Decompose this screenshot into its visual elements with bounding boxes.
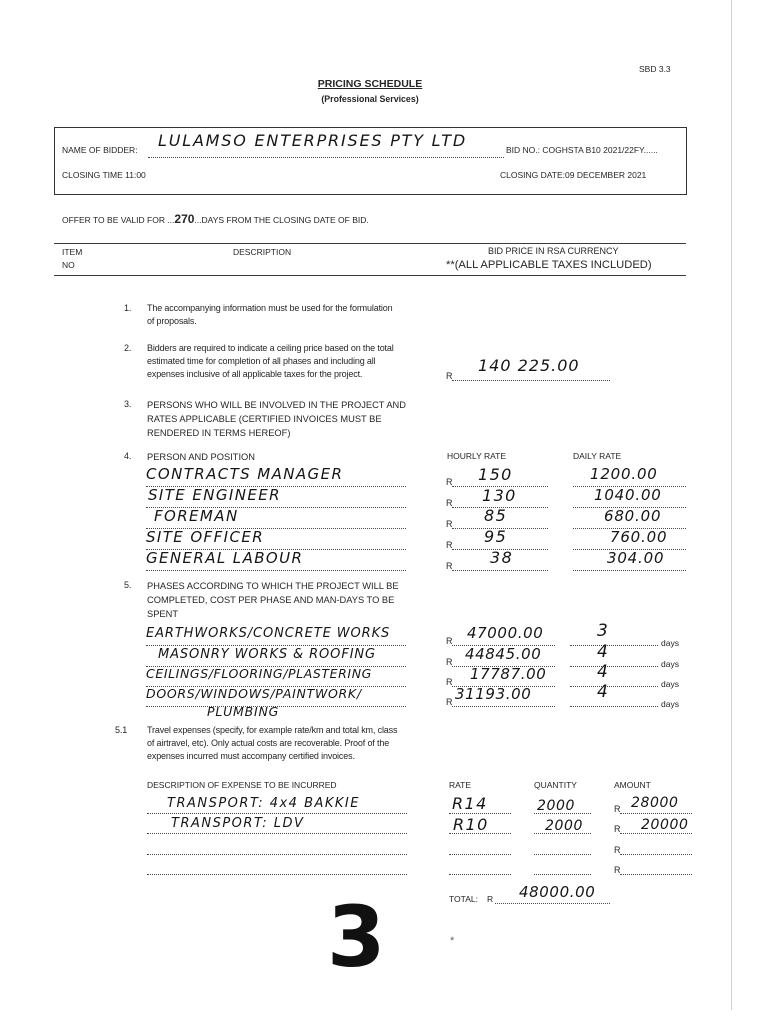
hourly-rate-header: HOURLY RATE — [447, 451, 507, 461]
item-text — [147, 342, 394, 381]
phase-days: 4 — [597, 642, 610, 662]
dotted-leader — [452, 570, 548, 571]
currency-label: R — [446, 498, 453, 508]
phase-name: DOORS/WINDOWS/PAINTWORK/ — [146, 686, 362, 701]
currency-label: R — [446, 697, 453, 707]
currency-label: R — [614, 865, 621, 875]
handwritten-page-number: 3 — [327, 888, 386, 986]
daily-rate-value: 680.00 — [604, 507, 662, 525]
hourly-rate-value: 95 — [484, 527, 508, 546]
hourly-rate-value: 130 — [482, 486, 517, 505]
days-unit-label: days — [661, 638, 679, 648]
dotted-leader — [534, 854, 591, 855]
expense-amount: 20000 — [641, 817, 689, 833]
item-text-line: COMPLETED, COST PER PHASE AND MAN-DAYS TO BE — [147, 595, 395, 605]
dotted-leader — [147, 874, 407, 875]
currency-label: R — [614, 804, 621, 814]
phase-days: 4 — [597, 662, 610, 682]
item-number: 3. — [124, 399, 132, 409]
dotted-leader — [147, 813, 407, 814]
item-text-line: PERSON AND POSITION — [147, 452, 255, 462]
days-unit-label: days — [661, 699, 679, 709]
header-item: ITEM — [62, 247, 83, 257]
dotted-leader — [148, 157, 504, 158]
item-text-line: RENDERED IN TERMS HEREOF) — [147, 428, 291, 438]
days-unit-label: days — [661, 659, 679, 669]
item-text-line: expenses inclusive of all applicable taxes for the project. — [147, 369, 363, 379]
item-number: 2. — [124, 343, 132, 353]
dotted-leader — [620, 833, 692, 834]
item-text — [147, 724, 397, 763]
expense-description-header: DESCRIPTION OF EXPENSE TO BE INCURRED — [147, 780, 337, 790]
validity-suffix: ...DAYS FROM THE CLOSING DATE OF BID. — [194, 215, 369, 225]
phase-cost: 17787.00 — [470, 665, 547, 683]
expense-quantity: 2000 — [537, 798, 576, 814]
days-unit-label: days — [661, 679, 679, 689]
hourly-rate-value: 150 — [478, 465, 513, 484]
person-position: CONTRACTS MANAGER — [146, 465, 344, 483]
hourly-rate-value: 38 — [490, 548, 514, 567]
item-text-line: expenses incurred must accompany certified invoices. — [147, 751, 355, 761]
header-taxes-note: **(ALL APPLICABLE TAXES INCLUDED) — [446, 259, 652, 271]
currency-label: R — [446, 636, 453, 646]
item-number: 5. — [124, 580, 132, 590]
expense-quantity: 2000 — [545, 818, 584, 834]
currency-label: R — [446, 657, 453, 667]
currency-label: R — [446, 561, 453, 571]
item-text-line: PHASES ACCORDING TO WHICH THE PROJECT WILL BE — [147, 581, 399, 591]
item-text — [147, 302, 392, 328]
validity-days: 270 — [174, 212, 195, 226]
bid-number: BID NO.: COGHSTA B10 2021/22FY...... — [506, 145, 658, 155]
expense-amount: 28000 — [631, 795, 679, 811]
ceiling-price-value: 140 225.00 — [478, 356, 580, 375]
dotted-leader — [570, 645, 658, 646]
page-edge-line — [731, 0, 732, 1010]
dotted-leader — [620, 813, 692, 814]
item-text-line: SPENT — [147, 609, 178, 619]
item-text-line: estimated time for completion of all phases and including all — [147, 356, 376, 366]
person-position: GENERAL LABOUR — [146, 549, 304, 567]
item-text-line: Travel expenses (specify, for example rate/km and total km, class — [147, 725, 398, 735]
item-text-line: of airtravel, etc). Only actual costs are recoverable. Proof of the — [147, 738, 390, 748]
daily-rate-value: 304.00 — [607, 549, 665, 567]
phase-name: EARTHWORKS/CONCRETE WORKS — [146, 626, 391, 641]
daily-rate-value: 1200.00 — [590, 465, 658, 483]
dotted-leader — [620, 854, 692, 855]
dotted-leader — [495, 903, 610, 904]
item-text — [147, 579, 399, 621]
dotted-leader — [147, 854, 407, 855]
expense-rate: R10 — [453, 815, 489, 834]
expense-rate: R14 — [452, 794, 488, 813]
dotted-leader — [570, 666, 658, 667]
item-text-line: RATES APPLICABLE (CERTIFIED INVOICES MUST BE — [147, 414, 382, 424]
phase-cost: 47000.00 — [467, 624, 544, 642]
header-bid-price: BID PRICE IN RSA CURRENCY — [488, 246, 619, 256]
validity-prefix: OFFER TO BE VALID FOR ... — [62, 215, 175, 225]
total-amount: 48000.00 — [519, 883, 596, 901]
currency-label: R — [614, 824, 621, 834]
header-no: NO — [62, 260, 75, 270]
closing-time: CLOSING TIME 11:00 — [62, 170, 146, 180]
form-code: SBD 3.3 — [639, 64, 671, 74]
item-text — [147, 398, 406, 440]
dotted-leader — [449, 813, 511, 814]
expense-description: TRANSPORT: LDV — [171, 816, 305, 831]
phase-name: MASONRY WORKS & ROOFING — [158, 647, 377, 662]
expense-amount-header: AMOUNT — [614, 780, 651, 790]
phase-cost: 44845.00 — [465, 645, 542, 663]
phase-name: CEILINGS/FLOORING/PLASTERING — [146, 666, 372, 681]
dotted-leader — [573, 570, 686, 571]
dotted-leader — [146, 645, 406, 646]
currency-label: R — [446, 677, 453, 687]
dotted-leader — [452, 380, 610, 381]
bidder-name-value: LULAMSO ENTERPRISES PTY LTD — [158, 131, 467, 150]
margin-mark: * — [450, 935, 455, 947]
item-text-line: PERSONS WHO WILL BE INVOLVED IN THE PROJECT AND — [147, 400, 406, 410]
currency-label: R — [614, 845, 621, 855]
daily-rate-header: DAILY RATE — [573, 451, 622, 461]
person-position: FOREMAN — [154, 507, 239, 525]
dotted-leader — [449, 854, 511, 855]
daily-rate-value: 760.00 — [610, 528, 668, 546]
expense-quantity-header: QUANTITY — [534, 780, 577, 790]
dotted-leader — [147, 833, 407, 834]
item-number: 4. — [124, 451, 132, 461]
page-subtitle: (Professional Services) — [321, 94, 419, 104]
dotted-leader — [449, 874, 511, 875]
total-label: TOTAL: — [449, 894, 478, 904]
item-number: 5.1 — [115, 725, 128, 735]
dotted-leader — [570, 686, 658, 687]
bidder-name-label: NAME OF BIDDER: — [62, 145, 138, 155]
expense-description: TRANSPORT: 4x4 BAKKIE — [167, 796, 360, 811]
item-text-line: of proposals. — [147, 316, 197, 326]
daily-rate-value: 1040.00 — [594, 486, 662, 504]
table-header-bottom-rule — [54, 275, 686, 276]
item-text-line: Bidders are required to indicate a ceiling price based on the total — [147, 343, 394, 353]
person-position: SITE ENGINEER — [148, 486, 281, 504]
currency-label: R — [446, 477, 453, 487]
currency-label: R — [446, 519, 453, 529]
currency-label: R — [446, 371, 453, 381]
expense-rate-header: RATE — [449, 780, 472, 790]
offer-validity — [62, 214, 369, 226]
phase-cost: 31193.00 — [455, 685, 532, 703]
table-header-top-rule — [54, 243, 686, 244]
phase-days: 4 — [597, 682, 610, 702]
item-text-line: The accompanying information must be used for the formulation — [147, 303, 393, 313]
dotted-leader — [570, 706, 658, 707]
page-title: PRICING SCHEDULE — [317, 78, 423, 90]
header-description: DESCRIPTION — [233, 247, 292, 257]
dotted-leader — [620, 874, 692, 875]
dotted-leader — [146, 570, 406, 571]
bidder-info-box — [54, 127, 687, 195]
hourly-rate-value: 85 — [484, 506, 508, 525]
dotted-leader — [534, 874, 591, 875]
item-number: 1. — [124, 303, 132, 313]
currency-label: R — [446, 540, 453, 550]
person-position: SITE OFFICER — [146, 528, 265, 546]
currency-label: R — [487, 894, 494, 904]
dotted-leader — [452, 706, 555, 707]
phase-name-continued: PLUMBING — [207, 704, 280, 719]
phase-days: 3 — [597, 621, 610, 641]
closing-date: CLOSING DATE:09 DECEMBER 2021 — [500, 170, 647, 180]
